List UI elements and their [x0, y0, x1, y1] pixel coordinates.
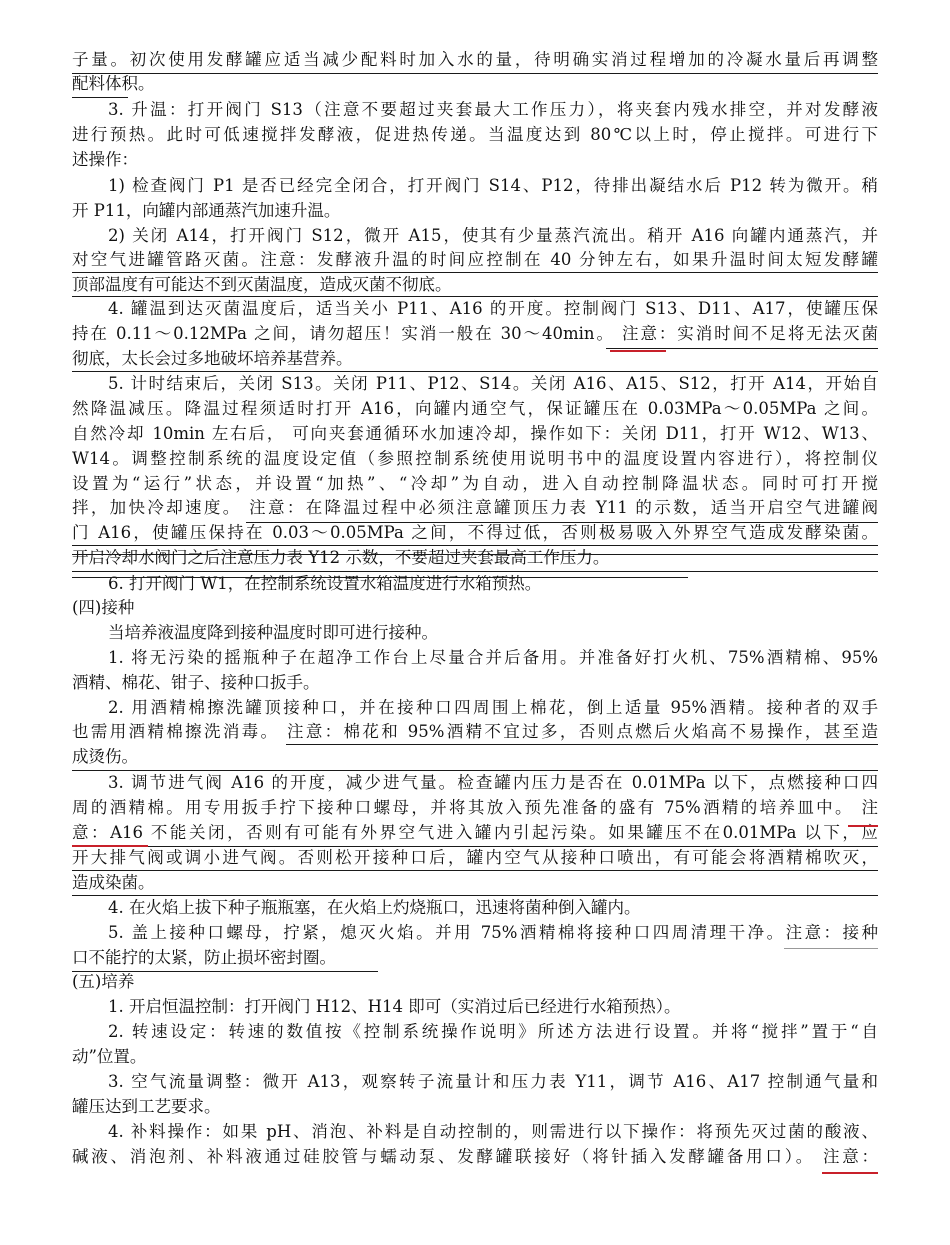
red-underline-mark — [72, 845, 148, 847]
red-underline-mark — [822, 1172, 878, 1174]
text-line: 1. 将无污染的摇瓶种子在超净工作台上尽量合并后备用。并准备好打火机、75%酒精棉、95% — [108, 648, 878, 667]
text-line: 子量。初次使用发酵罐应适当减少配料时加入水的量，待明确实消过程增加的冷凝水量后再调整 — [72, 50, 878, 69]
text-line: 对空气进罐管路灭菌。注意：发酵液升温的时间应控制在 40 分钟左右，如果升温时间太短发酵罐 — [72, 250, 878, 269]
text-line: 造成染菌。 — [72, 873, 155, 892]
text-line: 碱液、消泡剂、补料液通过硅胶管与蠕动泵、发酵罐联接好（将针插入发酵罐备用口）。 注意： — [72, 1147, 878, 1166]
red-underline-mark — [610, 350, 666, 352]
text-line: 5. 盖上接种口螺母，拧紧，熄灭火焰。并用 75%酒精棉将接种口四周清理干净。注意：接种 — [108, 923, 878, 942]
text-line: 2. 转速设定：转速的数值按《控制系统操作说明》所述方法进行设置。并将“搅拌”置于“自 — [108, 1022, 878, 1041]
text-line: 1) 检查阀门 P1 是否已经完全闭合，打开阀门 S14、P12，待排出凝结水后 P12 转为微开。稍 — [108, 176, 878, 195]
underline-mark — [72, 870, 878, 871]
underline-mark — [246, 522, 878, 523]
underline-mark — [72, 846, 878, 847]
text-line: 开 P11，向罐内部通蒸汽加速升温。 — [72, 201, 341, 220]
underline-mark — [72, 97, 128, 98]
section-heading: (五)培养 — [72, 972, 135, 991]
text-line: 拌，加快冷却速度。 注意：在降温过程中必须注意罐顶压力表 Y11 的示数，适当开启空气进罐阀 — [72, 498, 878, 517]
text-line: W14。调整控制系统的温度设定值（参照控制系统使用说明书中的温度设置内容进行），将控制仪 — [72, 449, 878, 468]
underline-mark — [72, 577, 688, 578]
underline-mark — [606, 348, 878, 349]
gray-underline-mark — [784, 948, 878, 949]
text-line: 然降温减压。降温过程须适时打开 A16，向罐内通空气，保证罐压在 0.03MPa～0.05MPa 之间。 — [72, 399, 878, 418]
underline-mark — [286, 744, 878, 745]
text-line: 开启冷却水阀门之后注意压力表 Y12 示数，不要超过夹套最高工作压力。 — [72, 548, 610, 567]
text-line: 3. 升温：打开阀门 S13（注意不要超过夹套最大工作压力），将夹套内残水排空，并对发酵液 — [108, 100, 878, 119]
text-line: 顶部温度有可能达不到灭菌温度，造成灭菌不彻底。 — [72, 275, 452, 294]
text-line: 当培养液温度降到接种温度时即可进行接种。 — [108, 623, 438, 642]
text-line: 意：A16 不能关闭，否则有可能有外界空气进入罐内引起污染。如果罐压不在0.01MPa 以下，应 — [72, 823, 878, 842]
text-line: 罐压达到工艺要求。 — [72, 1097, 221, 1116]
text-line: 周的酒精棉。用专用扳手拧下接种口螺母，并将其放入预先准备的盛有 75%酒精的培养皿中。 注 — [72, 798, 878, 817]
underline-mark — [72, 770, 878, 771]
text-line: 开大排气阀或调小进气阀。否则松开接种口后，罐内空气从接种口喷出，有可能会将酒精棉吹灭， — [72, 848, 878, 867]
text-line: 3. 空气流量调整：微开 A13，观察转子流量计和压力表 Y11，调节 A16、A17 控制通气量和 — [108, 1072, 878, 1091]
underline-mark — [72, 296, 878, 297]
red-underline-mark — [848, 825, 878, 827]
text-line: 4. 补料操作：如果 pH、消泡、补料是自动控制的，则需进行以下操作：将预先灭过菌的酸液、 — [108, 1122, 878, 1141]
text-line: 也需用酒精棉擦洗消毒。 注意：棉花和 95%酒精不宜过多，否则点燃后火焰高不易操作，甚至造 — [72, 722, 878, 741]
text-line: 4. 罐温到达灭菌温度后，适当关小 P11、A16 的开度。控制阀门 S13、D11、A17，使罐压保 — [108, 299, 878, 318]
underline-mark — [72, 554, 878, 555]
text-line: 配料体积。 — [72, 74, 155, 93]
text-line: 彻底，太长会过多地破坏培养基营养。 — [72, 349, 353, 368]
text-line: 持在 0.11～0.12MPa 之间，请勿超压！实消一般在 30～40min。 注意：实消时间不足将无法灭菌 — [72, 324, 878, 343]
text-line: 成烫伤。 — [72, 747, 138, 766]
text-line: 5. 计时结束后，关闭 S13。关闭 P11、P12、S14。关闭 A16、A15、S12，打开 A14，开始自 — [108, 374, 878, 393]
text-line: 述操作： — [72, 150, 138, 169]
underline-mark — [72, 971, 378, 972]
text-line: 门 A16，使罐压保持在 0.03～0.05MPa 之间，不得过低，否则极易吸入外界空气造成发酵染菌。 — [72, 523, 878, 542]
underline-mark — [72, 73, 878, 74]
text-line: 3. 调节进气阀 A16 的开度，减少进气量。检查罐内压力是否在 0.01MPa 以下，点燃接种口四 — [108, 773, 878, 792]
text-line: 动”位置。 — [72, 1047, 147, 1066]
text-line: 进行预热。此时可低速搅拌发酵液，促进热传递。当温度达到 80℃以上时，停止搅拌。可进行下 — [72, 125, 878, 144]
text-line: 2) 关闭 A14，打开阀门 S12，微开 A15，使其有少量蒸汽流出。稍开 A16 向罐内通蒸汽，并 — [108, 226, 878, 245]
section-heading: (四)接种 — [72, 598, 135, 617]
text-line: 6. 打开阀门 W1，在控制系统设置水箱温度进行水箱预热。 — [108, 574, 542, 593]
underline-mark — [72, 545, 878, 546]
underline-mark — [72, 272, 878, 273]
underline-mark — [72, 371, 878, 372]
text-line: 4. 在火焰上拔下种子瓶瓶塞，在火焰上灼烧瓶口，迅速将菌种倒入罐内。 — [108, 898, 641, 917]
text-line: 酒精、棉花、钳子、接种口扳手。 — [72, 673, 320, 692]
text-line: 1. 开启恒温控制：打开阀门 H12、H14 即可（实消过后已经进行水箱预热）。 — [108, 997, 681, 1016]
underline-mark — [72, 571, 878, 572]
underline-mark — [72, 895, 878, 896]
text-line: 2. 用酒精棉擦洗罐顶接种口，并在接种口四周围上棉花，倒上适量 95%酒精。接种者的双手 — [108, 698, 878, 717]
text-line: 设置为“运行”状态，并设置“加热”、“冷却”为自动，进入自动控制降温状态。同时可打开搅 — [72, 474, 878, 493]
text-line: 口不能拧的太紧，防止损坏密封圈。 — [72, 948, 336, 967]
text-line: 自然冷却 10min 左右后， 可向夹套通循环水加速冷却，操作如下：关闭 D11，打开 W12、W13、 — [72, 424, 878, 443]
